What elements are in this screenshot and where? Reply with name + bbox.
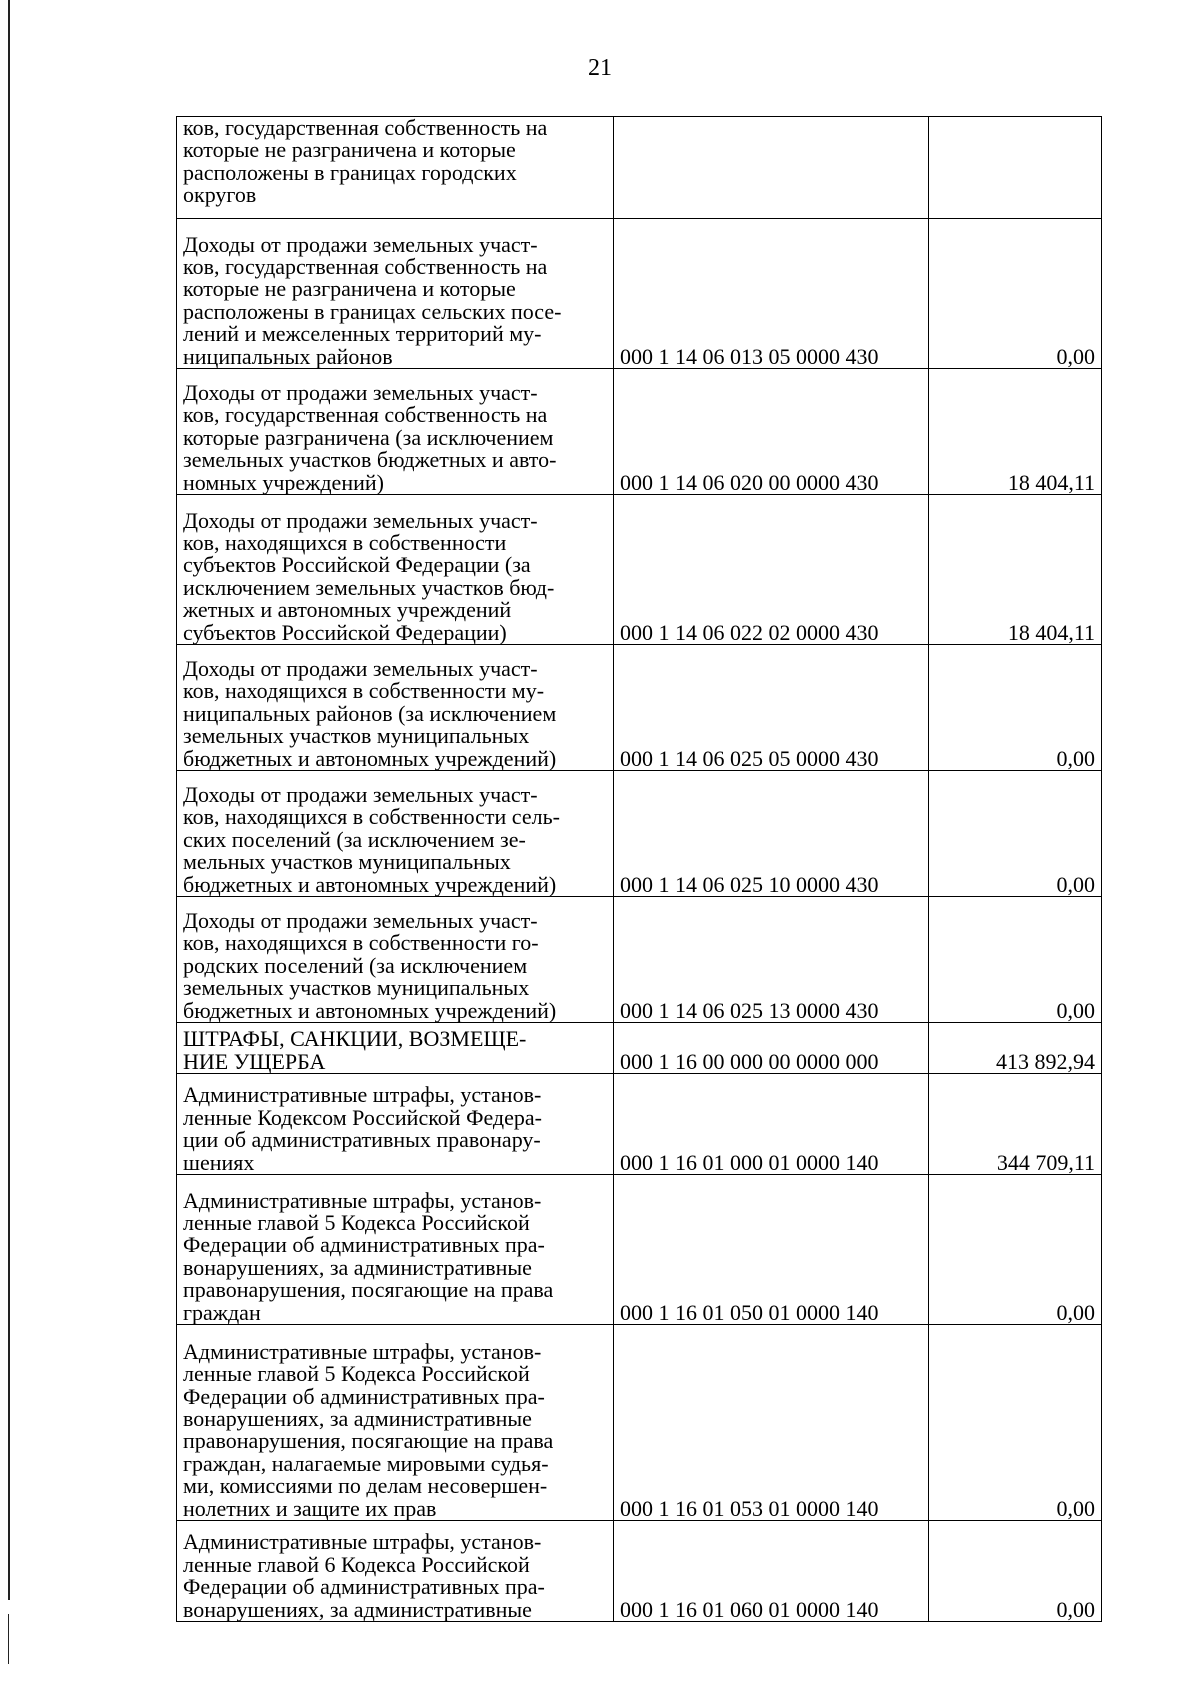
table-row (177, 1023, 1102, 1074)
description-line: земельных участков муниципальных (183, 723, 530, 749)
description-line: которые разграничена (за исключением (183, 424, 554, 450)
row-description (177, 1074, 614, 1175)
description-line: ниципальных районов (за исключением (183, 700, 557, 726)
budget-classification-code (614, 117, 929, 219)
description-line: граждан, налагаемые мировыми судья- (183, 1450, 549, 1476)
description-line: ков, находящихся в собственности го- (183, 930, 539, 956)
scan-edge-line (8, 1614, 9, 1664)
budget-classification-code: 000 1 14 06 025 10 0000 430 (614, 771, 929, 897)
revenue-table (176, 116, 1102, 1622)
description-line: исключением земельных участков бюд- (183, 574, 555, 600)
table-row (177, 897, 1102, 1023)
description-line: ков, находящихся в собственности му- (183, 678, 545, 704)
amount-value: 0,00 (929, 645, 1102, 771)
description-line: НИЕ УЩЕРБА (183, 1048, 326, 1074)
description-line: Доходы от продажи земельных участ- (183, 231, 538, 257)
row-description (177, 645, 614, 771)
table-row (177, 645, 1102, 771)
amount-value: 18 404,11 (929, 369, 1102, 495)
table-row (177, 771, 1102, 897)
description-line: вонарушениях, за административные (183, 1405, 532, 1431)
description-line: расположены в границах сельских посе- (183, 298, 562, 324)
description-line: ми, комиссиями по делам несовершен- (183, 1473, 548, 1499)
description-line: бюджетных и автономных учреждений) (183, 745, 557, 771)
row-description (177, 897, 614, 1023)
table-row (177, 1074, 1102, 1175)
description-line: граждан (183, 1299, 261, 1325)
row-description (177, 117, 614, 219)
description-line: правонарушения, посягающие на права (183, 1428, 554, 1454)
budget-classification-code: 000 1 16 00 000 00 0000 000 (614, 1023, 929, 1074)
description-line: ШТРАФЫ, САНКЦИИ, ВОЗМЕЩЕ- (183, 1026, 527, 1052)
description-line: ленные Кодексом Российской Федера- (183, 1104, 542, 1130)
table-row (177, 495, 1102, 645)
description-line: ков, государственная собственность на (183, 253, 548, 279)
description-line: субъектов Российской Федерации) (183, 619, 507, 645)
description-line: ков, находящихся в собственности (183, 529, 507, 555)
amount-value: 0,00 (929, 1325, 1102, 1521)
description-line: бюджетных и автономных учреждений) (183, 997, 557, 1023)
revenue-table-body (177, 117, 1102, 1622)
budget-classification-code: 000 1 14 06 025 13 0000 430 (614, 897, 929, 1023)
description-line: правонарушения, посягающие на права (183, 1277, 554, 1303)
description-line: ков, государственная собственность на (183, 115, 548, 140)
budget-classification-code: 000 1 16 01 050 01 0000 140 (614, 1175, 929, 1325)
amount-value: 0,00 (929, 1175, 1102, 1325)
description-line: которые не разграничена и которые (183, 276, 516, 302)
description-line: жетных и автономных учреждений (183, 597, 512, 623)
description-line: которые не разграничена и которые (183, 137, 516, 163)
row-description (177, 219, 614, 369)
description-line: ленные главой 5 Кодекса Российской (183, 1209, 530, 1235)
row-description (177, 1175, 614, 1325)
table-row (177, 1175, 1102, 1325)
table-row (177, 117, 1102, 219)
description-line: земельных участков бюджетных и авто- (183, 447, 557, 473)
description-line: вонарушениях, за административные (183, 1596, 532, 1622)
budget-classification-code: 000 1 14 06 025 05 0000 430 (614, 645, 929, 771)
amount-value: 0,00 (929, 771, 1102, 897)
table-row (177, 1521, 1102, 1622)
description-line: субъектов Российской Федерации (за (183, 552, 531, 578)
description-line: Федерации об административных пра- (183, 1383, 545, 1409)
description-line: Доходы от продажи земельных участ- (183, 907, 538, 933)
description-line: мельных участков муниципальных (183, 849, 511, 875)
row-description (177, 495, 614, 645)
row-description (177, 1521, 614, 1622)
description-line: ков, находящихся в собственности сель- (183, 804, 560, 830)
amount-value: 18 404,11 (929, 495, 1102, 645)
description-line: бюджетных и автономных учреждений) (183, 871, 557, 897)
description-line: Административные штрафы, установ- (183, 1529, 542, 1555)
description-line: Административные штрафы, установ- (183, 1187, 542, 1213)
description-line: Доходы от продажи земельных участ- (183, 507, 538, 533)
amount-value: 0,00 (929, 897, 1102, 1023)
description-line: Административные штрафы, установ- (183, 1338, 542, 1364)
table-row (177, 369, 1102, 495)
budget-classification-code: 000 1 14 06 013 05 0000 430 (614, 219, 929, 369)
amount-value: 413 892,94 (929, 1023, 1102, 1074)
description-line: Доходы от продажи земельных участ- (183, 379, 538, 405)
description-line: вонарушениях, за административные (183, 1254, 532, 1280)
description-line: нолетних и защите их прав (183, 1495, 437, 1521)
amount-value: 0,00 (929, 1521, 1102, 1622)
table-row (177, 1325, 1102, 1521)
description-line: Административные штрафы, установ- (183, 1082, 542, 1108)
description-line: расположены в границах городских (183, 159, 517, 185)
row-description (177, 369, 614, 495)
amount-value: 344 709,11 (929, 1074, 1102, 1175)
description-line: лений и межселенных территорий му- (183, 321, 542, 347)
description-line: шениях (183, 1149, 255, 1175)
description-line: ниципальных районов (183, 343, 393, 369)
description-line: земельных участков муниципальных (183, 975, 530, 1001)
description-line: округов (183, 182, 257, 208)
budget-classification-code: 000 1 16 01 053 01 0000 140 (614, 1325, 929, 1521)
budget-classification-code: 000 1 14 06 022 02 0000 430 (614, 495, 929, 645)
amount-value (929, 117, 1102, 219)
description-line: ков, государственная собственность на (183, 402, 548, 428)
budget-classification-code: 000 1 16 01 060 01 0000 140 (614, 1521, 929, 1622)
budget-classification-code: 000 1 14 06 020 00 0000 430 (614, 369, 929, 495)
description-line: родских поселений (за исключением (183, 952, 528, 978)
description-line: ции об административных правонару- (183, 1127, 541, 1153)
description-line: ленные главой 5 Кодекса Российской (183, 1361, 530, 1387)
row-description (177, 1023, 614, 1074)
description-line: ленные главой 6 Кодекса Российской (183, 1551, 530, 1577)
description-line: ских поселений (за исключением зе- (183, 826, 526, 852)
budget-classification-code: 000 1 16 01 000 01 0000 140 (614, 1074, 929, 1175)
row-description (177, 771, 614, 897)
description-line: Доходы от продажи земельных участ- (183, 655, 538, 681)
description-line: Федерации об административных пра- (183, 1232, 545, 1258)
description-line: номных учреждений) (183, 469, 384, 495)
scan-edge-line (8, 0, 10, 1600)
description-line: Федерации об административных пра- (183, 1574, 545, 1600)
amount-value: 0,00 (929, 219, 1102, 369)
description-line: Доходы от продажи земельных участ- (183, 781, 538, 807)
table-row (177, 219, 1102, 369)
row-description (177, 1325, 614, 1521)
page-number: 21 (588, 55, 612, 81)
